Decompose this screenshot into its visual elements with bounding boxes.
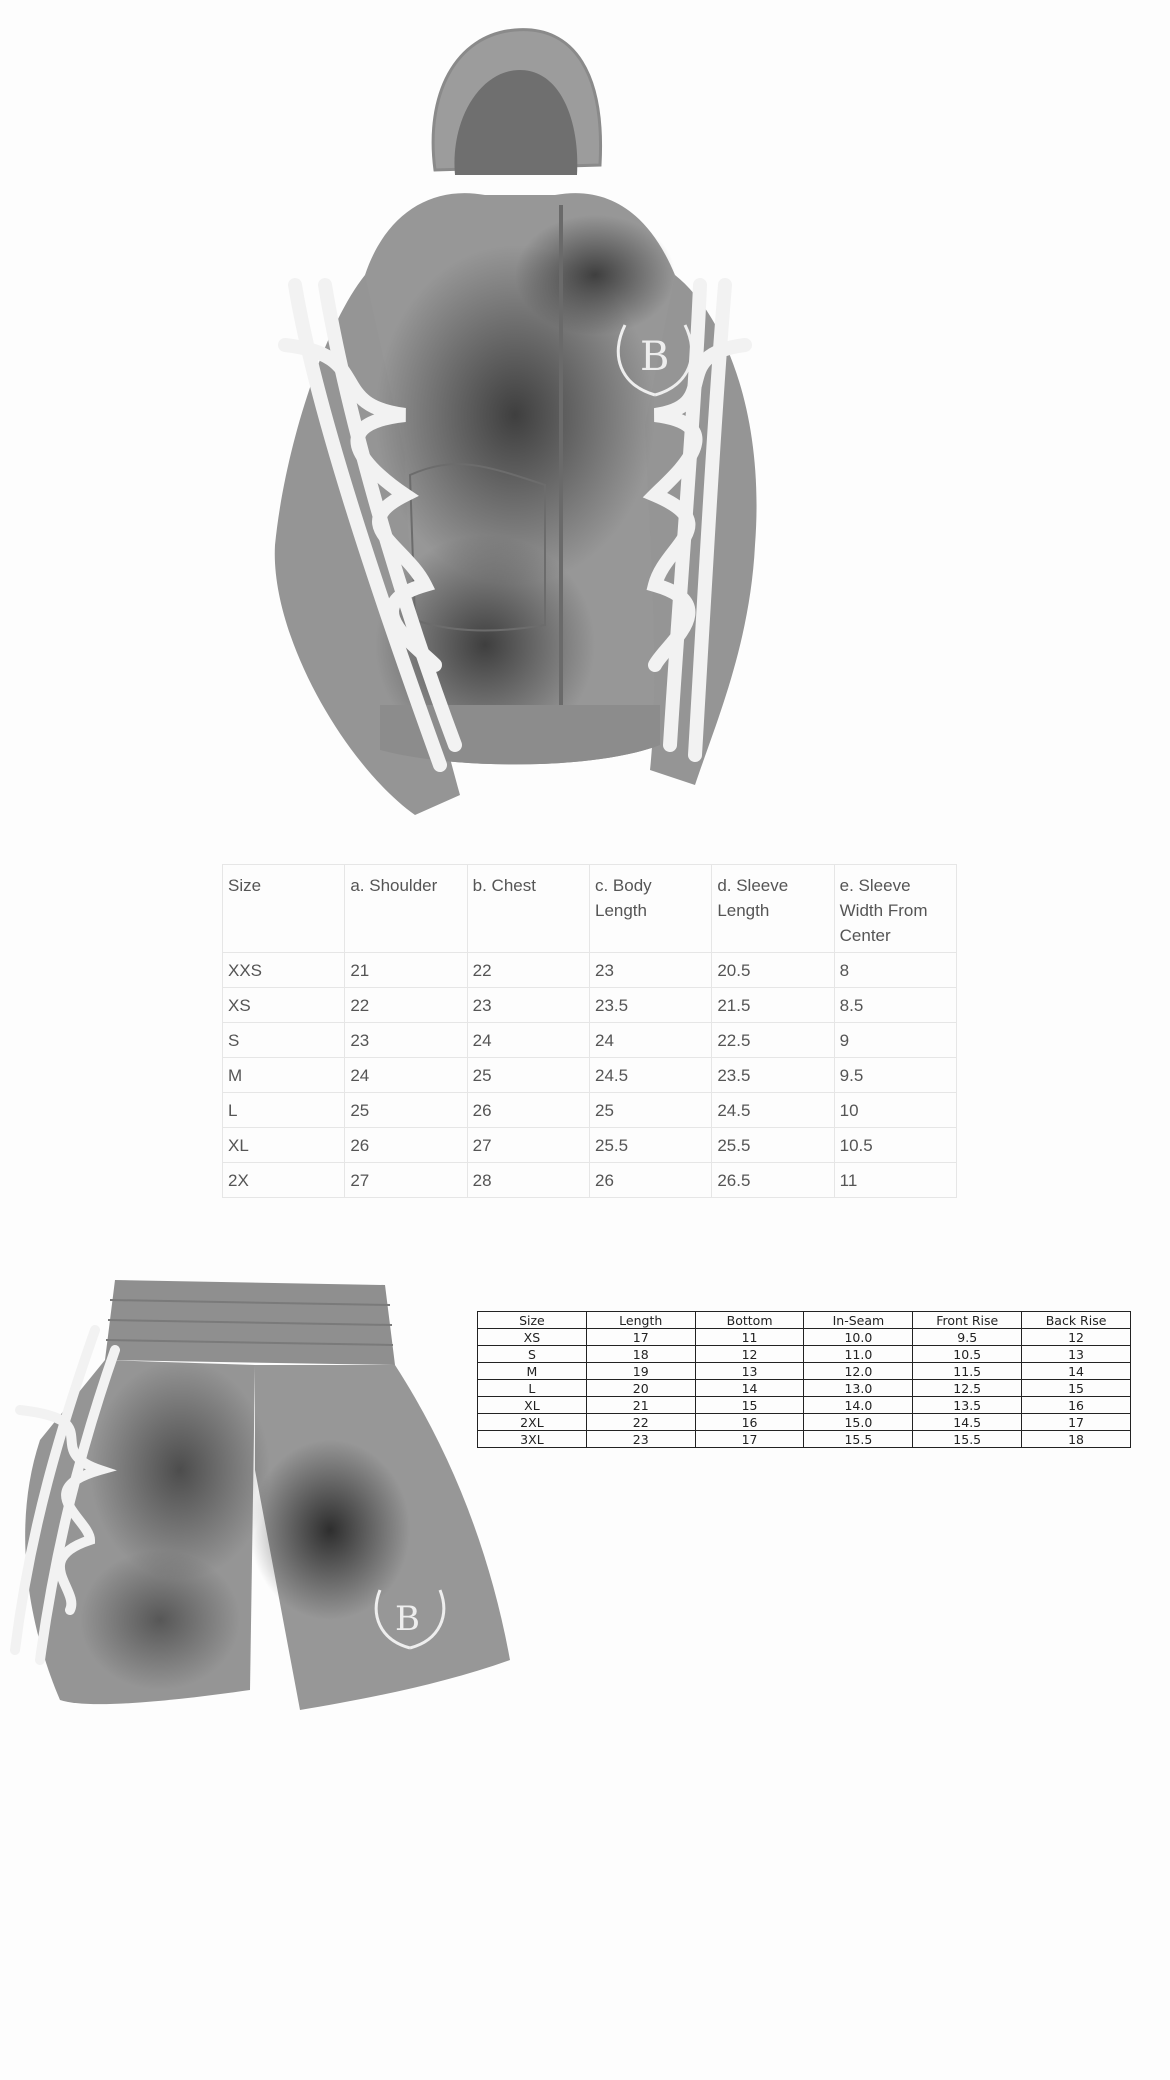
table-cell: 12 — [695, 1346, 804, 1363]
table-cell: 28 — [467, 1163, 589, 1198]
column-header: e. Sleeve Width From Center — [834, 865, 956, 953]
table-cell: 10 — [834, 1093, 956, 1128]
column-header: Length — [586, 1312, 695, 1329]
table-row — [478, 1346, 1131, 1363]
table-cell: 17 — [1022, 1414, 1131, 1431]
table-cell: 22 — [345, 988, 467, 1023]
table-cell: 12.0 — [804, 1363, 913, 1380]
table-cell: L — [478, 1380, 587, 1397]
column-header: Size — [223, 865, 345, 953]
table-cell: L — [223, 1093, 345, 1128]
table-cell: 13 — [1022, 1346, 1131, 1363]
table-cell: XS — [478, 1329, 587, 1346]
table-cell: 25 — [345, 1093, 467, 1128]
table-cell: 12 — [1022, 1329, 1131, 1346]
table-cell: 23 — [467, 988, 589, 1023]
table-cell: 13.5 — [913, 1397, 1022, 1414]
table-cell: 15 — [695, 1397, 804, 1414]
table-cell: 23.5 — [589, 988, 711, 1023]
table-cell: 19 — [586, 1363, 695, 1380]
table-cell: 15.5 — [913, 1431, 1022, 1448]
table-cell: 10.5 — [834, 1128, 956, 1163]
table-cell: 25 — [589, 1093, 711, 1128]
table-cell: 21 — [586, 1397, 695, 1414]
table-cell: 14.0 — [804, 1397, 913, 1414]
table-cell: 24.5 — [589, 1058, 711, 1093]
table-cell: 27 — [345, 1163, 467, 1198]
table-row — [223, 1093, 957, 1128]
table-cell: 10.5 — [913, 1346, 1022, 1363]
table-cell: M — [478, 1363, 587, 1380]
column-header: b. Chest — [467, 865, 589, 953]
table-cell: 9.5 — [834, 1058, 956, 1093]
table-cell: 26 — [589, 1163, 711, 1198]
table-cell: 27 — [467, 1128, 589, 1163]
table-cell: 8 — [834, 953, 956, 988]
table-cell: 22.5 — [712, 1023, 834, 1058]
table-cell: 14 — [1022, 1363, 1131, 1380]
table-cell: 23 — [589, 953, 711, 988]
shorts-size-chart — [477, 1311, 1131, 1448]
table-cell: 23.5 — [712, 1058, 834, 1093]
table-cell: XL — [478, 1397, 587, 1414]
table-row — [223, 953, 957, 988]
column-header: d. Sleeve Length — [712, 865, 834, 953]
table-cell: 24 — [589, 1023, 711, 1058]
shorts-product-image — [0, 1270, 525, 1720]
table-cell: 26.5 — [712, 1163, 834, 1198]
table-cell: 14.5 — [913, 1414, 1022, 1431]
table-cell: 25.5 — [712, 1128, 834, 1163]
table-cell: 17 — [695, 1431, 804, 1448]
table-cell: 13 — [695, 1363, 804, 1380]
table-cell: 11 — [695, 1329, 804, 1346]
table-cell: 17 — [586, 1329, 695, 1346]
table-row — [223, 988, 957, 1023]
table-cell: 8.5 — [834, 988, 956, 1023]
table-cell: S — [223, 1023, 345, 1058]
table-row — [478, 1414, 1131, 1431]
table-cell: 9 — [834, 1023, 956, 1058]
table-row — [478, 1363, 1131, 1380]
svg-text:B: B — [395, 1599, 420, 1639]
column-header: c. Body Length — [589, 865, 711, 953]
table-cell: 22 — [586, 1414, 695, 1431]
table-cell: 18 — [586, 1346, 695, 1363]
table-cell: XS — [223, 988, 345, 1023]
column-header: In-Seam — [804, 1312, 913, 1329]
svg-text:B: B — [640, 334, 670, 380]
table-cell: M — [223, 1058, 345, 1093]
table-cell: 10.0 — [804, 1329, 913, 1346]
table-cell: 2XL — [478, 1414, 587, 1431]
table-cell: 9.5 — [913, 1329, 1022, 1346]
table-cell: 14 — [695, 1380, 804, 1397]
table-row — [478, 1397, 1131, 1414]
hoodie-size-chart — [222, 864, 957, 1198]
table-cell: 16 — [695, 1414, 804, 1431]
table-cell: 12.5 — [913, 1380, 1022, 1397]
table-cell: 21 — [345, 953, 467, 988]
table-cell: 2X — [223, 1163, 345, 1198]
table-cell: 11.0 — [804, 1346, 913, 1363]
table-row — [223, 1058, 957, 1093]
table-cell: 15.0 — [804, 1414, 913, 1431]
table-cell: S — [478, 1346, 587, 1363]
table-row — [223, 1023, 957, 1058]
table-cell: 24 — [345, 1058, 467, 1093]
table-cell: 22 — [467, 953, 589, 988]
column-header: Back Rise — [1022, 1312, 1131, 1329]
table-cell: 11.5 — [913, 1363, 1022, 1380]
table-row — [478, 1431, 1131, 1448]
table-cell: 26 — [467, 1093, 589, 1128]
table-row — [478, 1329, 1131, 1346]
table-row — [223, 1128, 957, 1163]
table-cell: XL — [223, 1128, 345, 1163]
hoodie-product-image — [255, 25, 915, 825]
column-header: a. Shoulder — [345, 865, 467, 953]
column-header: Front Rise — [913, 1312, 1022, 1329]
table-row — [478, 1380, 1131, 1397]
table-cell: 18 — [1022, 1431, 1131, 1448]
table-cell: 15.5 — [804, 1431, 913, 1448]
table-cell: 20.5 — [712, 953, 834, 988]
table-cell: 15 — [1022, 1380, 1131, 1397]
table-cell: 25.5 — [589, 1128, 711, 1163]
table-header-row — [478, 1312, 1131, 1329]
table-cell: 24 — [467, 1023, 589, 1058]
table-cell: XXS — [223, 953, 345, 988]
table-cell: 20 — [586, 1380, 695, 1397]
table-row — [223, 1163, 957, 1198]
table-cell: 13.0 — [804, 1380, 913, 1397]
table-cell: 3XL — [478, 1431, 587, 1448]
table-cell: 11 — [834, 1163, 956, 1198]
table-cell: 23 — [345, 1023, 467, 1058]
table-cell: 21.5 — [712, 988, 834, 1023]
column-header: Bottom — [695, 1312, 804, 1329]
table-cell: 25 — [467, 1058, 589, 1093]
table-cell: 16 — [1022, 1397, 1131, 1414]
table-cell: 24.5 — [712, 1093, 834, 1128]
table-cell: 23 — [586, 1431, 695, 1448]
table-cell: 26 — [345, 1128, 467, 1163]
column-header: Size — [478, 1312, 587, 1329]
table-header-row — [223, 865, 957, 953]
